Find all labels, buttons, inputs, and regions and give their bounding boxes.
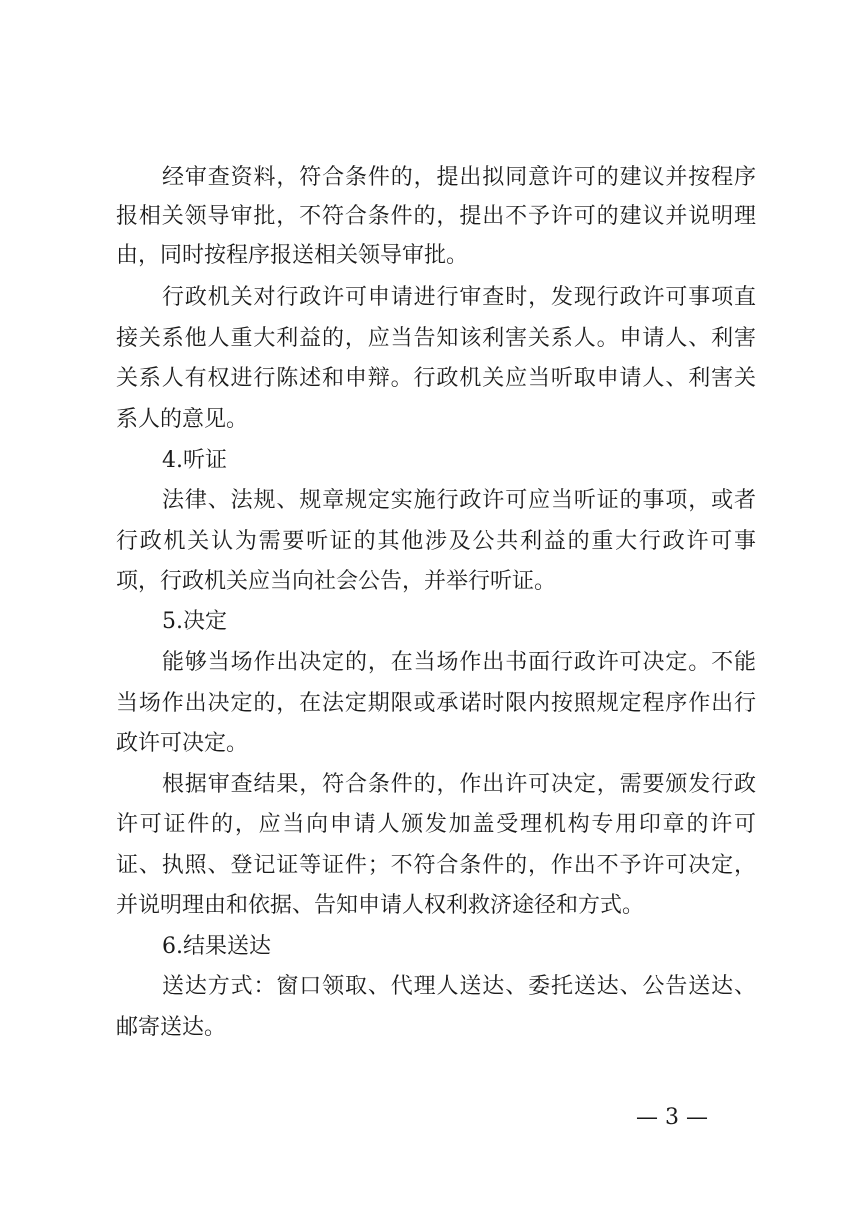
paragraph-line: 接关系他人重大利益的，应当告知该利害关系人。申请人、利害 — [116, 326, 756, 351]
paragraph-line: 政许可决定。 — [116, 731, 249, 756]
section-heading: 4.听证 — [162, 448, 227, 473]
paragraph-line: 行政机关认为需要听证的其他涉及公共利益的重大行政许可事 — [116, 529, 756, 554]
paragraph-line: 行政机关对行政许可申请进行审查时，发现行政许可事项直 — [162, 285, 756, 310]
paragraph-line: 关系人有权进行陈述和申辩。行政机关应当听取申请人、利害关 — [116, 366, 756, 391]
paragraph-line: 并说明理由和依据、告知申请人权利救济途径和方式。 — [116, 893, 645, 918]
paragraph-line: 当场作出决定的，在法定期限或承诺时限内按照规定程序作出行 — [116, 691, 756, 716]
paragraph-line: 送达方式：窗口领取、代理人送达、委托送达、公告送达、 — [162, 974, 756, 999]
section-heading: 6.结果送达 — [162, 934, 271, 959]
paragraph-line: 许可证件的，应当向申请人颁发加盖受理机构专用印章的许可 — [116, 812, 756, 837]
paragraph-line: 系人的意见。 — [116, 407, 249, 432]
paragraph-line: 法律、法规、规章规定实施行政许可应当听证的事项，或者 — [162, 488, 756, 513]
paragraph-line: 能够当场作出决定的，在当场作出书面行政许可决定。不能 — [162, 650, 756, 675]
page-number: — 3 — — [636, 1105, 708, 1130]
paragraph-line: 由，同时按程序报送相关领导审批。 — [116, 243, 469, 268]
paragraph-line: 报相关领导审批，不符合条件的，提出不予许可的建议并说明理 — [116, 204, 756, 229]
paragraph-line: 证、执照、登记证等证件；不符合条件的，作出不予许可决定， — [116, 853, 756, 878]
paragraph-line: 邮寄送达。 — [116, 1015, 227, 1040]
paragraph-line: 经审查资料，符合条件的，提出拟同意许可的建议并按程序 — [162, 165, 756, 190]
paragraph-line: 项，行政机关应当向社会公告，并举行听证。 — [116, 569, 557, 594]
section-heading: 5.决定 — [162, 609, 227, 634]
paragraph-line: 根据审查结果，符合条件的，作出许可决定，需要颁发行政 — [162, 772, 756, 797]
